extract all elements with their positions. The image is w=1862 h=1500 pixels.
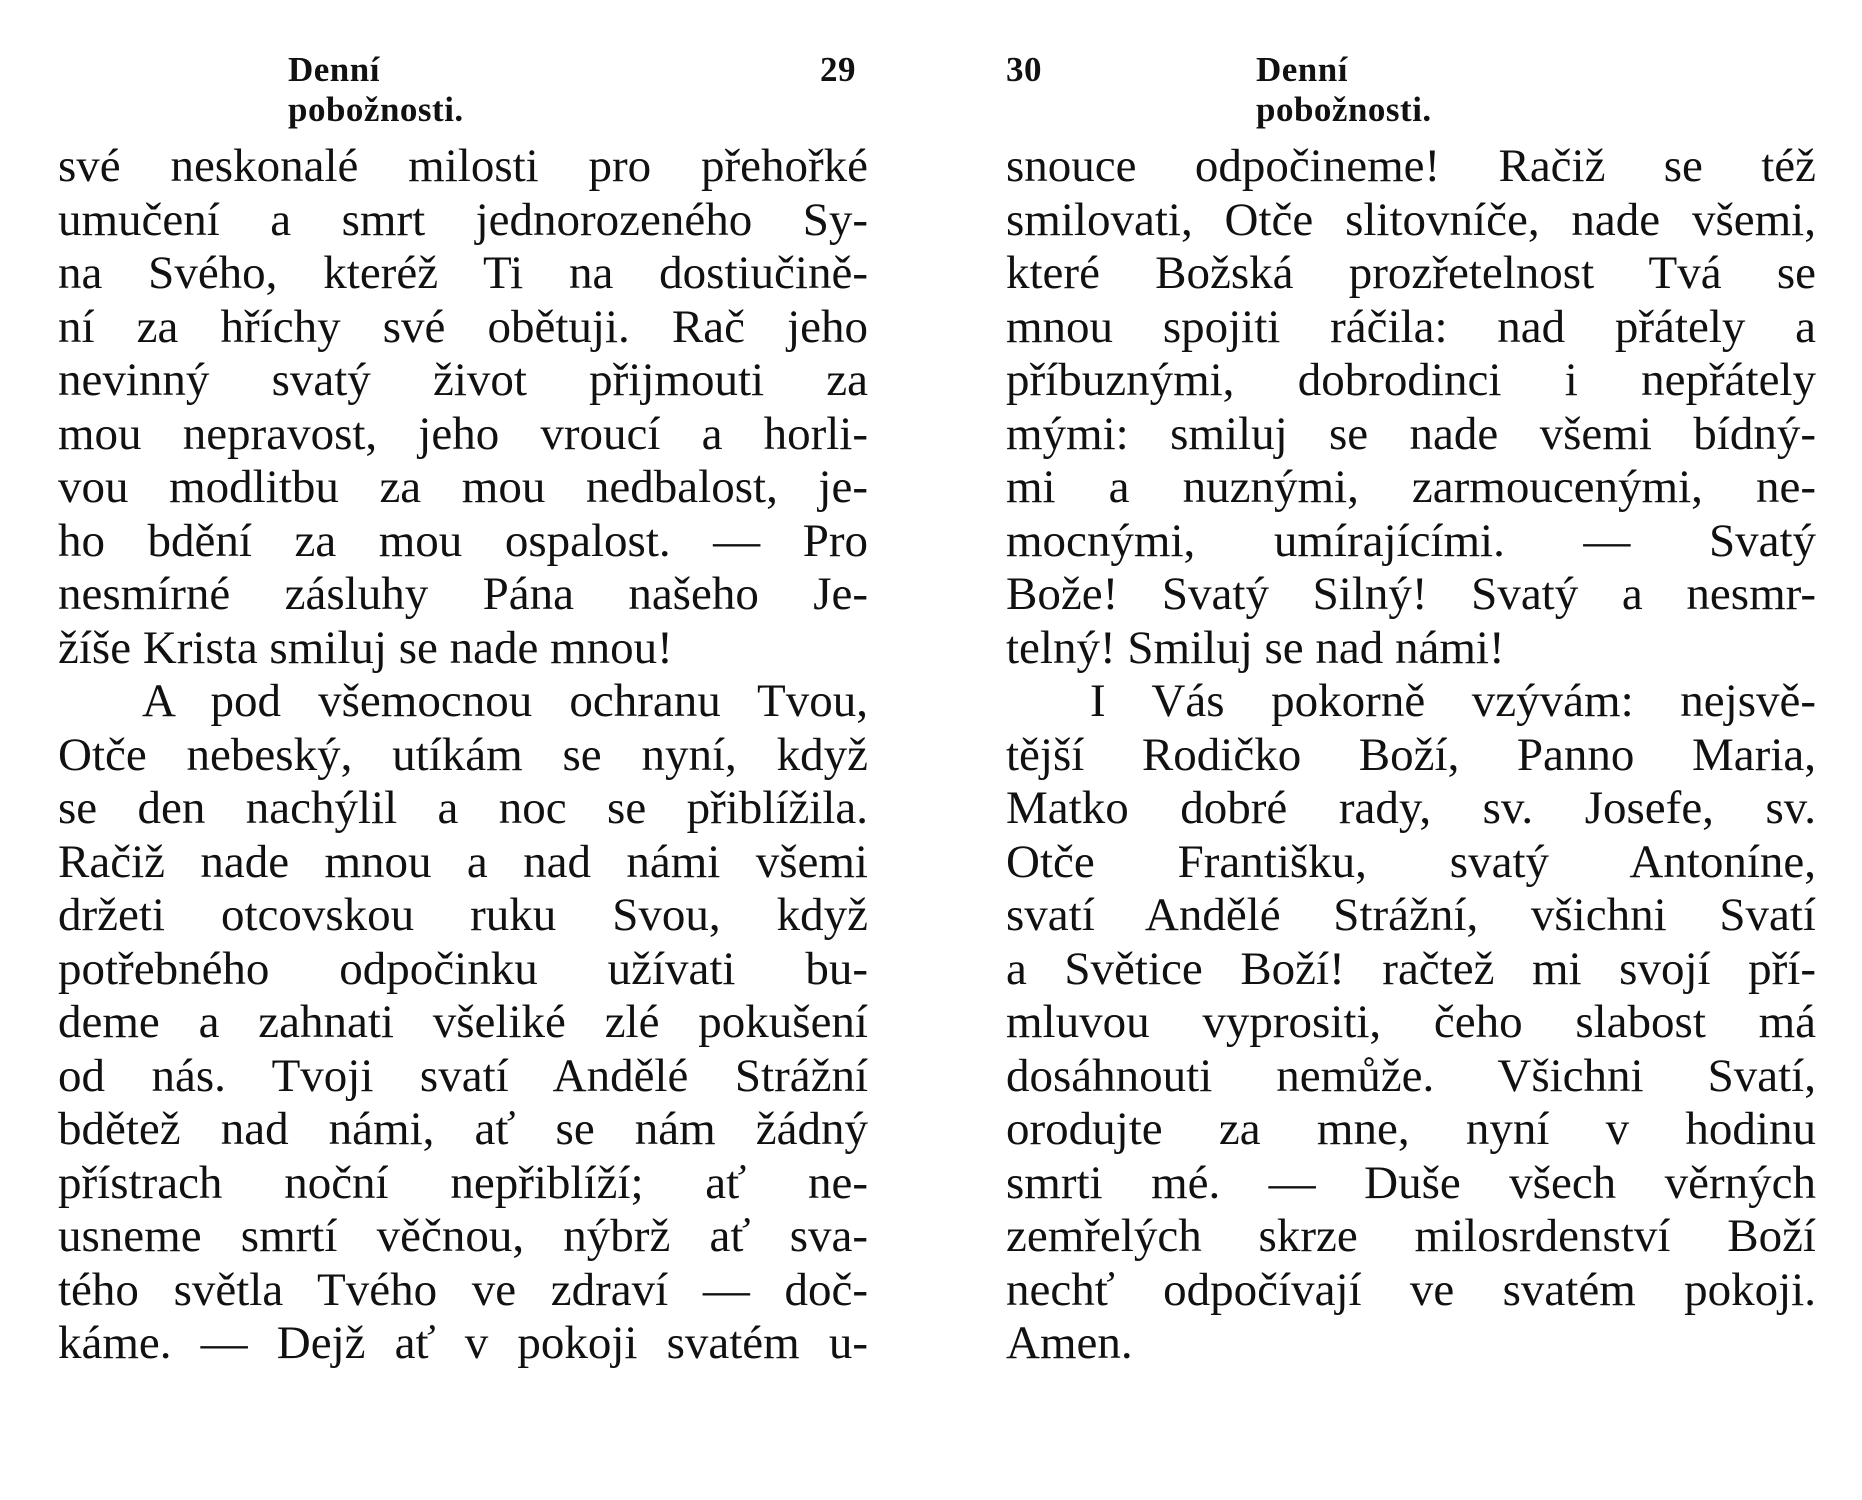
text-line: smilovati, Otče slitovníče, nade všemi, — [1006, 193, 1816, 246]
text-line: bdětež nad námi, ať se nám žádný — [58, 1103, 868, 1155]
text-line: mnou spojiti ráčila: nad přátely a — [1006, 300, 1816, 353]
text-line: ní za hříchy své obětuji. Rač jeho — [58, 300, 868, 353]
text-line: Matko dobré rady, sv. Josefe, sv. — [1006, 782, 1816, 834]
right-page-text — [1006, 140, 1816, 1371]
text-line: tější Rodičko Boží, Panno Maria, — [1006, 728, 1816, 781]
running-title: Denní pobožnosti. — [1256, 50, 1432, 129]
text-line: Otče Františku, svatý Antoníne, — [1006, 835, 1816, 888]
text-line: usneme smrtí věčnou, nýbrž ať sva- — [58, 1210, 868, 1262]
text-line: se den nachýlil a noc se přiblížila. — [58, 782, 868, 834]
text-line: mocnými, umírajícími. — Svatý — [1006, 514, 1816, 567]
text-line: nechť odpočívají ve svatém pokoji. — [1006, 1263, 1816, 1316]
text-line: svatí Andělé Strážní, všichni Svatí — [1006, 889, 1816, 941]
text-line: dosáhnouti nemůže. Všichni Svatí, — [1006, 1049, 1816, 1102]
text-line: a Světice Boží! račtež mi svojí pří- — [1006, 942, 1816, 995]
text-line: káme. — Dejž ať v pokoji svatém u- — [58, 1317, 868, 1369]
text-line: držeti otcovskou ruku Svou, když — [58, 889, 868, 941]
text-line: nesmírné zásluhy Pána našeho Je- — [58, 568, 868, 620]
running-title: Denní pobožnosti. — [288, 50, 464, 129]
text-line: na Svého, kteréž Ti na dostiučině- — [58, 247, 868, 299]
text-line: umučení a smrt jednorozeného Sy- — [58, 193, 868, 246]
text-line: příbuznými, dobrodinci i nepřátely — [1006, 354, 1816, 406]
text-line: tého světla Tvého ve zdraví — doč- — [58, 1263, 868, 1316]
text-line: nevinný svatý život přijmouti za — [58, 354, 868, 406]
text-line: od nás. Tvoji svatí Andělé Strážní — [58, 1049, 868, 1102]
text-line: které Božská prozřetelnost Tvá se — [1006, 247, 1816, 299]
text-line: snouce odpočineme! Račiž se též — [1006, 140, 1816, 192]
text-line: telný! Smiluj se nad námi! — [1006, 621, 1505, 674]
text-line: A pod všemocnou ochranu Tvou, — [142, 675, 868, 727]
text-line: potřebného odpočinku užívati bu- — [58, 942, 868, 995]
text-line: vou modlitbu za mou nedbalost, je- — [58, 461, 868, 513]
text-line: Amen. — [1006, 1317, 1133, 1369]
text-line: zemřelých skrze milosrdenství Boží — [1006, 1210, 1816, 1262]
left-page-text — [58, 140, 868, 1371]
text-line: deme a zahnati všeliké zlé pokušení — [58, 996, 868, 1048]
page-number: 29 — [820, 50, 856, 89]
text-line: mi a nuznými, zarmoucenými, ne- — [1006, 461, 1816, 513]
text-line: orodujte za mne, nyní v hodinu — [1006, 1103, 1816, 1155]
page-number: 30 — [1006, 50, 1042, 89]
text-line: Otče nebeský, utíkám se nyní, když — [58, 728, 868, 781]
text-line: mluvou vyprositi, čeho slabost má — [1006, 996, 1816, 1048]
text-line: své neskonalé milosti pro přehořké — [58, 140, 868, 192]
text-line: smrti mé. — Duše všech věrných — [1006, 1156, 1816, 1209]
text-line: mou nepravost, jeho vroucí a horli- — [58, 407, 868, 460]
text-line: přístrach noční nepřiblíží; ať ne- — [58, 1156, 868, 1209]
text-line: Račiž nade mnou a nad námi všemi — [58, 835, 868, 888]
text-line: I Vás pokorně vzývám: nejsvě- — [1090, 675, 1816, 727]
text-line: mými: smiluj se nade všemi bídný- — [1006, 407, 1816, 460]
text-line: ho bdění za mou ospalost. — Pro — [58, 514, 868, 567]
text-line: žíše Krista smiluj se nade mnou! — [58, 621, 673, 674]
text-line: Bože! Svatý Silný! Svatý a nesmr- — [1006, 568, 1816, 620]
